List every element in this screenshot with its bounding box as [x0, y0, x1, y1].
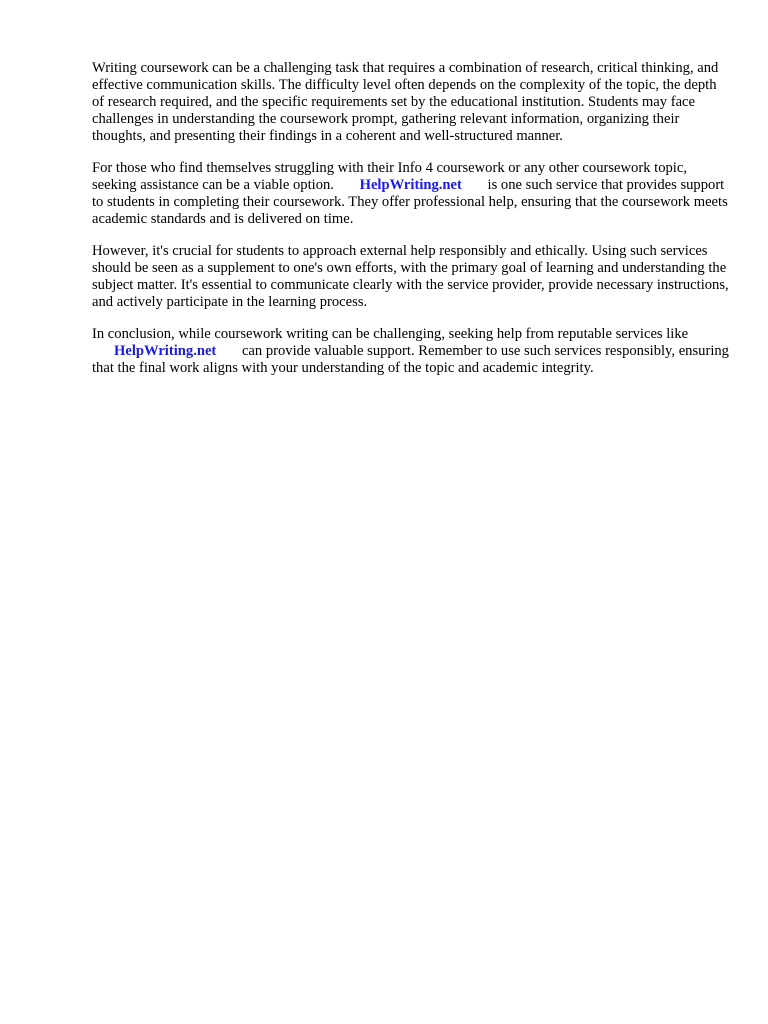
helpwriting-link[interactable]: HelpWriting.net — [359, 177, 462, 193]
helpwriting-link[interactable]: HelpWriting.net — [114, 343, 217, 359]
document-body — [92, 60, 732, 392]
paragraph-assistance-after: is one such service that provides support to students in completing their coursework. They offer professional help, ensuring that the coursework meets academic standards and is delivered on time. — [92, 177, 728, 227]
paragraph-conclusion-after: can provide valuable support. Remember to use such services responsibly, ensuring that the final work aligns with your understanding of the topic and academic integrity. — [92, 343, 729, 376]
paragraph-responsibility-text: However, it's crucial for students to approach external help responsibly and ethically. Using such services should be seen as a supplement to one's own efforts, with the primary goal of learning and understanding the subject matter. It's essential to communicate clearly with the service provider, provide necessary instructions, and actively participate in the learning process. — [92, 243, 729, 310]
paragraph-assistance-before: For those who find themselves struggling with their Info 4 coursework or any other coursework topic, seeking assistance can be a viable option. — [92, 160, 687, 193]
paragraph-responsibility — [92, 243, 732, 311]
paragraph-assistance — [92, 160, 732, 228]
paragraph-conclusion-before: In conclusion, while coursework writing can be challenging, seeking help from reputable services like — [92, 326, 689, 342]
paragraph-conclusion — [92, 326, 732, 377]
paragraph-intro — [92, 60, 732, 145]
paragraph-intro-text: Writing coursework can be a challenging task that requires a combination of research, critical thinking, and effective communication skills. The difficulty level often depends on the complexity of the topic, the depth of research required, and the specific requirements set by the educational institution. Students may face challenges in understanding the coursework prompt, gathering relevant information, organizing their thoughts, and presenting their findings in a coherent and well-structured manner. — [92, 60, 719, 144]
